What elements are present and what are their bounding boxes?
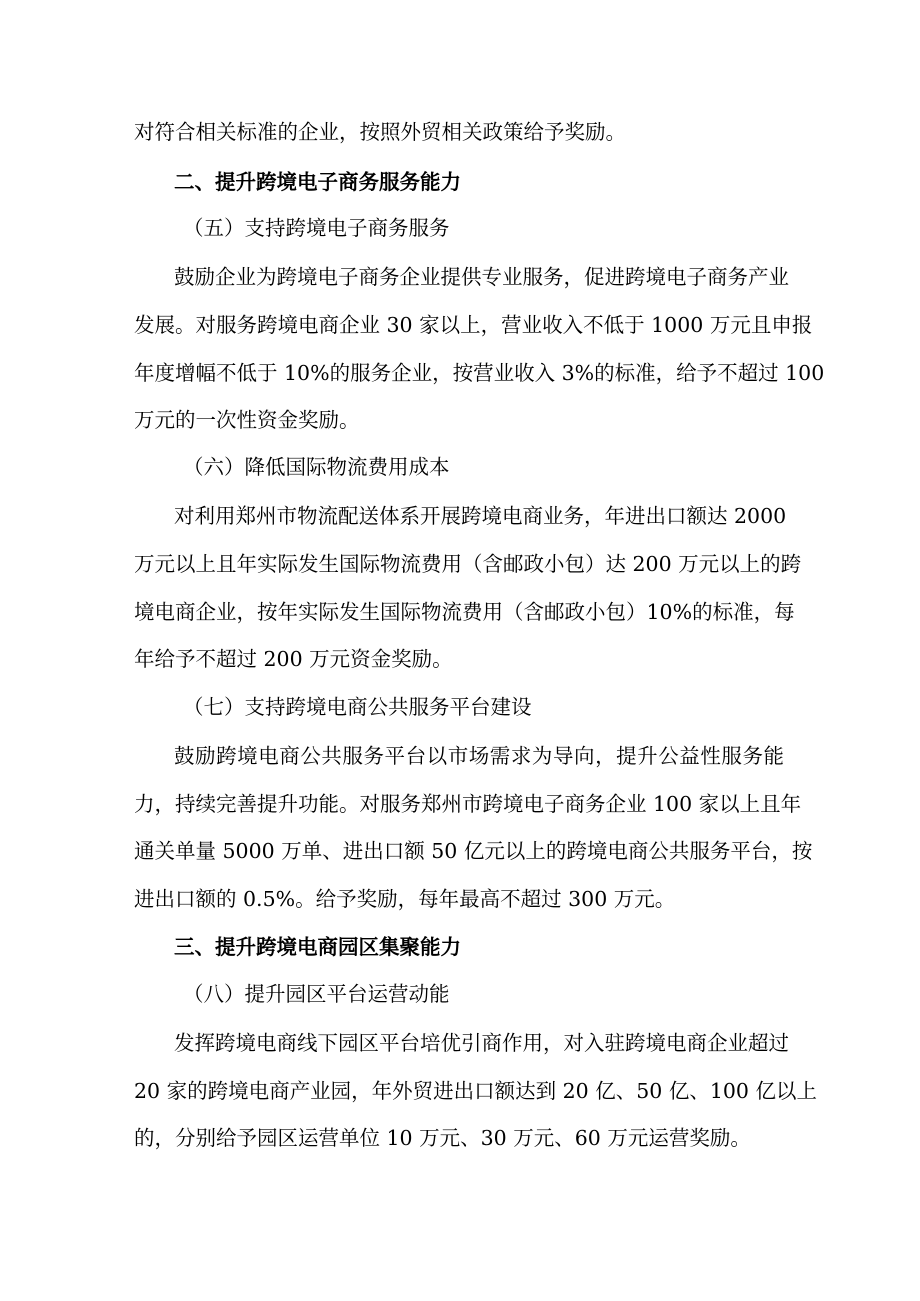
section-heading: 三、提升跨境电商园区集聚能力 <box>174 935 461 959</box>
paragraph-line: 发挥跨境电商线下园区平台培优引商作用，对入驻跨境电商企业超过 <box>174 1031 789 1055</box>
subsection-heading: （六）降低国际物流费用成本 <box>183 455 450 479</box>
section-heading: 二、提升跨境电子商务服务能力 <box>174 170 461 194</box>
paragraph-line: 发展。对服务跨境电商企业 30 家以上，营业收入不低于 1000 万元且申报 <box>134 313 813 337</box>
paragraph-line: 通关单量 5000 万单、进出口额 50 亿元以上的跨境电商公共服务平台，按 <box>134 839 813 863</box>
paragraph-line: 万元以上且年实际发生国际物流费用（含邮政小包）达 200 万元以上的跨 <box>134 552 802 576</box>
paragraph-line: 鼓励企业为跨境电子商务企业提供专业服务，促进跨境电子商务产业 <box>174 265 789 289</box>
subsection-heading: （五）支持跨境电子商务服务 <box>183 216 450 240</box>
paragraph-line: 年给予不超过 200 万元资金奖励。 <box>134 647 453 671</box>
paragraph-line: 对符合相关标准的企业，按照外贸相关政策给予奖励。 <box>134 120 626 144</box>
paragraph-line: 境电商企业，按年实际发生国际物流费用（含邮政小包）10%的标准，每 <box>134 600 795 624</box>
paragraph-line: 的，分别给予园区运营单位 10 万元、30 万元、60 万元运营奖励。 <box>134 1126 751 1150</box>
paragraph-line: 对利用郑州市物流配送体系开展跨境电商业务，年进出口额达 2000 <box>174 504 787 528</box>
subsection-heading: （八）提升园区平台运营动能 <box>183 982 450 1006</box>
paragraph-line: 进出口额的 0.5%。给予奖励，每年最高不超过 300 万元。 <box>134 887 676 911</box>
subsection-heading: （七）支持跨境电商公共服务平台建设 <box>183 695 532 719</box>
paragraph-line: 年度增幅不低于 10%的服务企业，按营业收入 3%的标准，给予不超过 100 <box>134 361 825 385</box>
paragraph-line: 万元的一次性资金奖励。 <box>134 408 360 432</box>
paragraph-line: 力，持续完善提升功能。对服务郑州市跨境电子商务企业 100 家以上且年 <box>134 792 802 816</box>
paragraph-line: 鼓励跨境电商公共服务平台以市场需求为导向，提升公益性服务能 <box>174 744 784 768</box>
paragraph-line: 20 家的跨境电商产业园，年外贸进出口额达到 20 亿、50 亿、100 亿以上 <box>134 1079 817 1103</box>
